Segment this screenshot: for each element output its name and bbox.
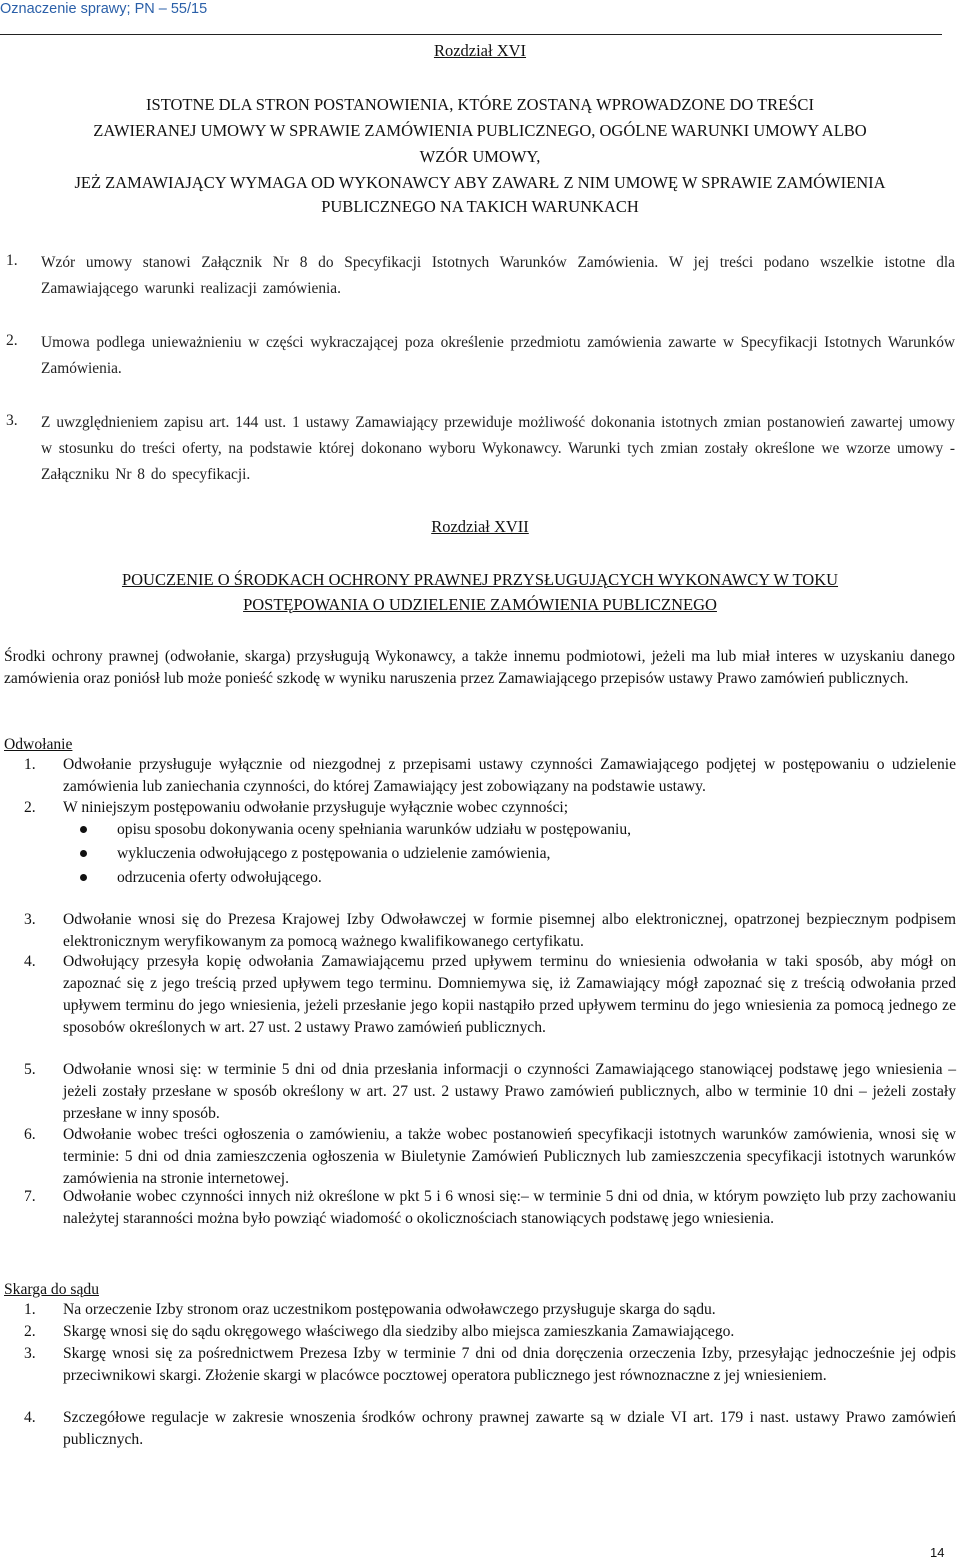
complaint-item: Na orzeczenie Izby stronom oraz uczestnikom postępowania odwoławczego przysługuje skarga do sądu. (63, 1301, 716, 1318)
appeal-item: Odwołujący przesyła kopię odwołania Zamawiającemu przed upływem terminu do wniesienia odwołania w taki sposób, aby mógł on zapoznać się z jego treścią przed upływem tego terminu. Domniemywa się, iż Zamawiający mógł zapoznać się z treścią odwołania przed upływem terminu do jego wniesienia, jeżeli przesłanie jego kopii nastąpiło przed upływem terminu do jego wniesienia za pomocą jednego ze sposobów określonych w art. 27 ust. 2 ustawy Prawo zamówień publicznych. (63, 953, 956, 1036)
appeal-item: Odwołanie wobec czynności innych niż określone w pkt 5 i 6 wnosi się:– w terminie 5 dni od dnia, w którym powzięto lub przy zachowaniu należytej staranności można było powziąć wiadomość o okolicznościach stanowiących podstawę jego wniesienia. (63, 1188, 956, 1227)
court-complaint-section-title: Skarga do sądu (4, 1281, 99, 1298)
chapter-17-heading-line: POUCZENIE O ŚRODKACH OCHRONY PRAWNEJ PRZYSŁUGUJĄCYCH WYKONAWCY W TOKU (121, 570, 839, 589)
complaint-item-number: 4. (24, 1409, 36, 1426)
page-number: 14 (930, 1545, 945, 1560)
appeal-item-number: 7. (24, 1188, 36, 1205)
chapter-16-heading-line: ZAWIERANEJ UMOWY W SPRAWIE ZAMÓWIENIA PUBLICZNEGO, OGÓLNE WARUNKI UMOWY ALBO (93, 121, 867, 140)
complaint-item-number: 3. (24, 1345, 36, 1362)
appeal-item: Odwołanie wnosi się do Prezesa Krajowej Izby Odwoławczej w formie pisemnej albo elektronicznej, opatrzonej bezpiecznym podpisem elektronicznym weryfikowanym za pomocą ważnego kwalifikowanego certyfikatu. (63, 911, 956, 950)
complaint-item: Szczegółowe regulacje w zakresie wnoszenia środków ochrony prawnej zawarte są w dziale VI art. 179 i nast. ustawy Prawo zamówień publicznych. (63, 1409, 956, 1448)
item-number: 1. (6, 252, 18, 269)
chapter-17-title: Rozdział XVII (431, 517, 529, 536)
appeal-item: Odwołanie wnosi się: w terminie 5 dni od dnia przesłania informacji o czynności Zamawiającego stanowiącej podstawę jego wniesienia – jeżeli zostały przesłane w sposób określony w art. 27 ust. 2 ustawy Prawo zamówień publicznych, albo w terminie 10 dni – jeżeli zostały przesłane w inny sposób. (63, 1061, 956, 1122)
appeal-item-number: 6. (24, 1126, 36, 1143)
appeal-item-number: 1. (24, 756, 36, 773)
chapter-16-item: Umowa podlega unieważnieniu w części wykraczającej poza określenie przedmiotu zamówienia zawarte w Specyfikacji Istotnych Warunków Zamówienia. (41, 334, 955, 377)
chapter-16-title: Rozdział XVI (433, 41, 527, 60)
complaint-item-number: 1. (24, 1301, 36, 1318)
item-number: 2. (6, 332, 18, 349)
chapter-16-heading-line: JEŻ ZAMAWIAJĄCY WYMAGA OD WYKONAWCY ABY ZAWARŁ Z NIM UMOWĘ W SPRAWIE ZAMÓWIENIA (74, 173, 886, 192)
header-divider (0, 34, 942, 35)
appeal-item-number: 4. (24, 953, 36, 970)
appeal-item: W niniejszym postępowaniu odwołanie przysługuje wyłącznie wobec czynności; (63, 799, 569, 816)
item-number: 3. (6, 412, 18, 429)
chapter-16-heading-line: PUBLICZNEGO NA TAKICH WARUNKACH (321, 197, 639, 216)
page-header (0, 0, 940, 22)
appeal-item-number: 2. (24, 799, 36, 816)
bullet-icon (80, 850, 87, 857)
appeal-item: Odwołanie przysługuje wyłącznie od niezgodnej z przepisami ustawy czynności Zamawiającego podjętej w postępowaniu o udzielenie zamówienia lub zaniechania czynności, do której Zamawiający jest zobowiązany na podstawie ustawy. (63, 756, 956, 795)
complaint-item: Skargę wnosi się za pośrednictwem Prezesa Izby w terminie 7 dni od dnia doręczenia orzeczenia Izby, przesyłając jednocześnie jej odpis przeciwnikowi skargi. Złożenie skargi w placówce pocztowej operatora publicznego jest równoznaczne z jej wniesieniem. (63, 1345, 956, 1384)
complaint-item-number: 2. (24, 1323, 36, 1340)
appeal-bullet-item: odrzucenia oferty odwołującego. (117, 869, 322, 886)
appeal-section-title: Odwołanie (4, 736, 73, 753)
bullet-icon (80, 874, 87, 881)
chapter-16-item: Z uwzględnieniem zapisu art. 144 ust. 1 ustawy Zamawiający przewiduje możliwość dokonania istotnych zmian postanowień zawartej umowy w stosunku do treści oferty, na podstawie której dokonano wyboru Wykonawcy. Warunki tych zmian zostały określone we wzorze umowy - Załączniku Nr 8 do specyfikacji. (41, 414, 955, 483)
bullet-icon (80, 826, 87, 833)
appeal-bullet-item: opisu sposobu dokonywania oceny spełniania warunków udziału w postępowaniu, (117, 821, 632, 838)
appeal-bullet-item: wykluczenia odwołującego z postępowania o udzielenie zamówienia, (117, 845, 551, 862)
chapter-16-heading-line: ISTOTNE DLA STRON POSTANOWIENIA, KTÓRE ZOSTANĄ WPROWADZONE DO TREŚCI (146, 95, 814, 114)
chapter-16-heading-line: WZÓR UMOWY, (419, 147, 541, 166)
appeal-item-number: 5. (24, 1061, 36, 1078)
chapter-17-intro: Środki ochrony prawnej (odwołanie, skarga) przysługują Wykonawcy, a także innemu podmiotowi, jeżeli ma lub miał interes w uzyskaniu danego zamówienia oraz poniósł lub może ponieść szkodę w wyniku naruszenia przez Zamawiającego przepisów ustawy Prawo zamówień publicznych. (4, 648, 955, 687)
complaint-item: Skargę wnosi się do sądu okręgowego właściwego dla siedziby albo miejsca zamieszkania Zamawiającego. (63, 1323, 735, 1340)
appeal-item-number: 3. (24, 911, 36, 928)
case-reference: Oznaczenie sprawy; PN – 55/15 (0, 1, 208, 17)
chapter-16-item: Wzór umowy stanowi Załącznik Nr 8 do Specyfikacji Istotnych Warunków Zamówienia. W jej treści podano wszelkie istotne dla Zamawiającego warunki realizacji zamówienia. (41, 254, 955, 297)
chapter-17-heading-line: POSTĘPOWANIA O UDZIELENIE ZAMÓWIENIA PUBLICZNEGO (243, 595, 717, 614)
appeal-item: Odwołanie wobec treści ogłoszenia o zamówieniu, a także wobec postanowień specyfikacji istotnych warunków zamówienia, wnosi się w terminie: 5 dni od dnia zamieszczenia ogłoszenia w Biuletynie Zamówień Publicznych lub zamieszczenia specyfikacji istotnych warunków zamówienia na stronie internetowej. (63, 1126, 956, 1187)
